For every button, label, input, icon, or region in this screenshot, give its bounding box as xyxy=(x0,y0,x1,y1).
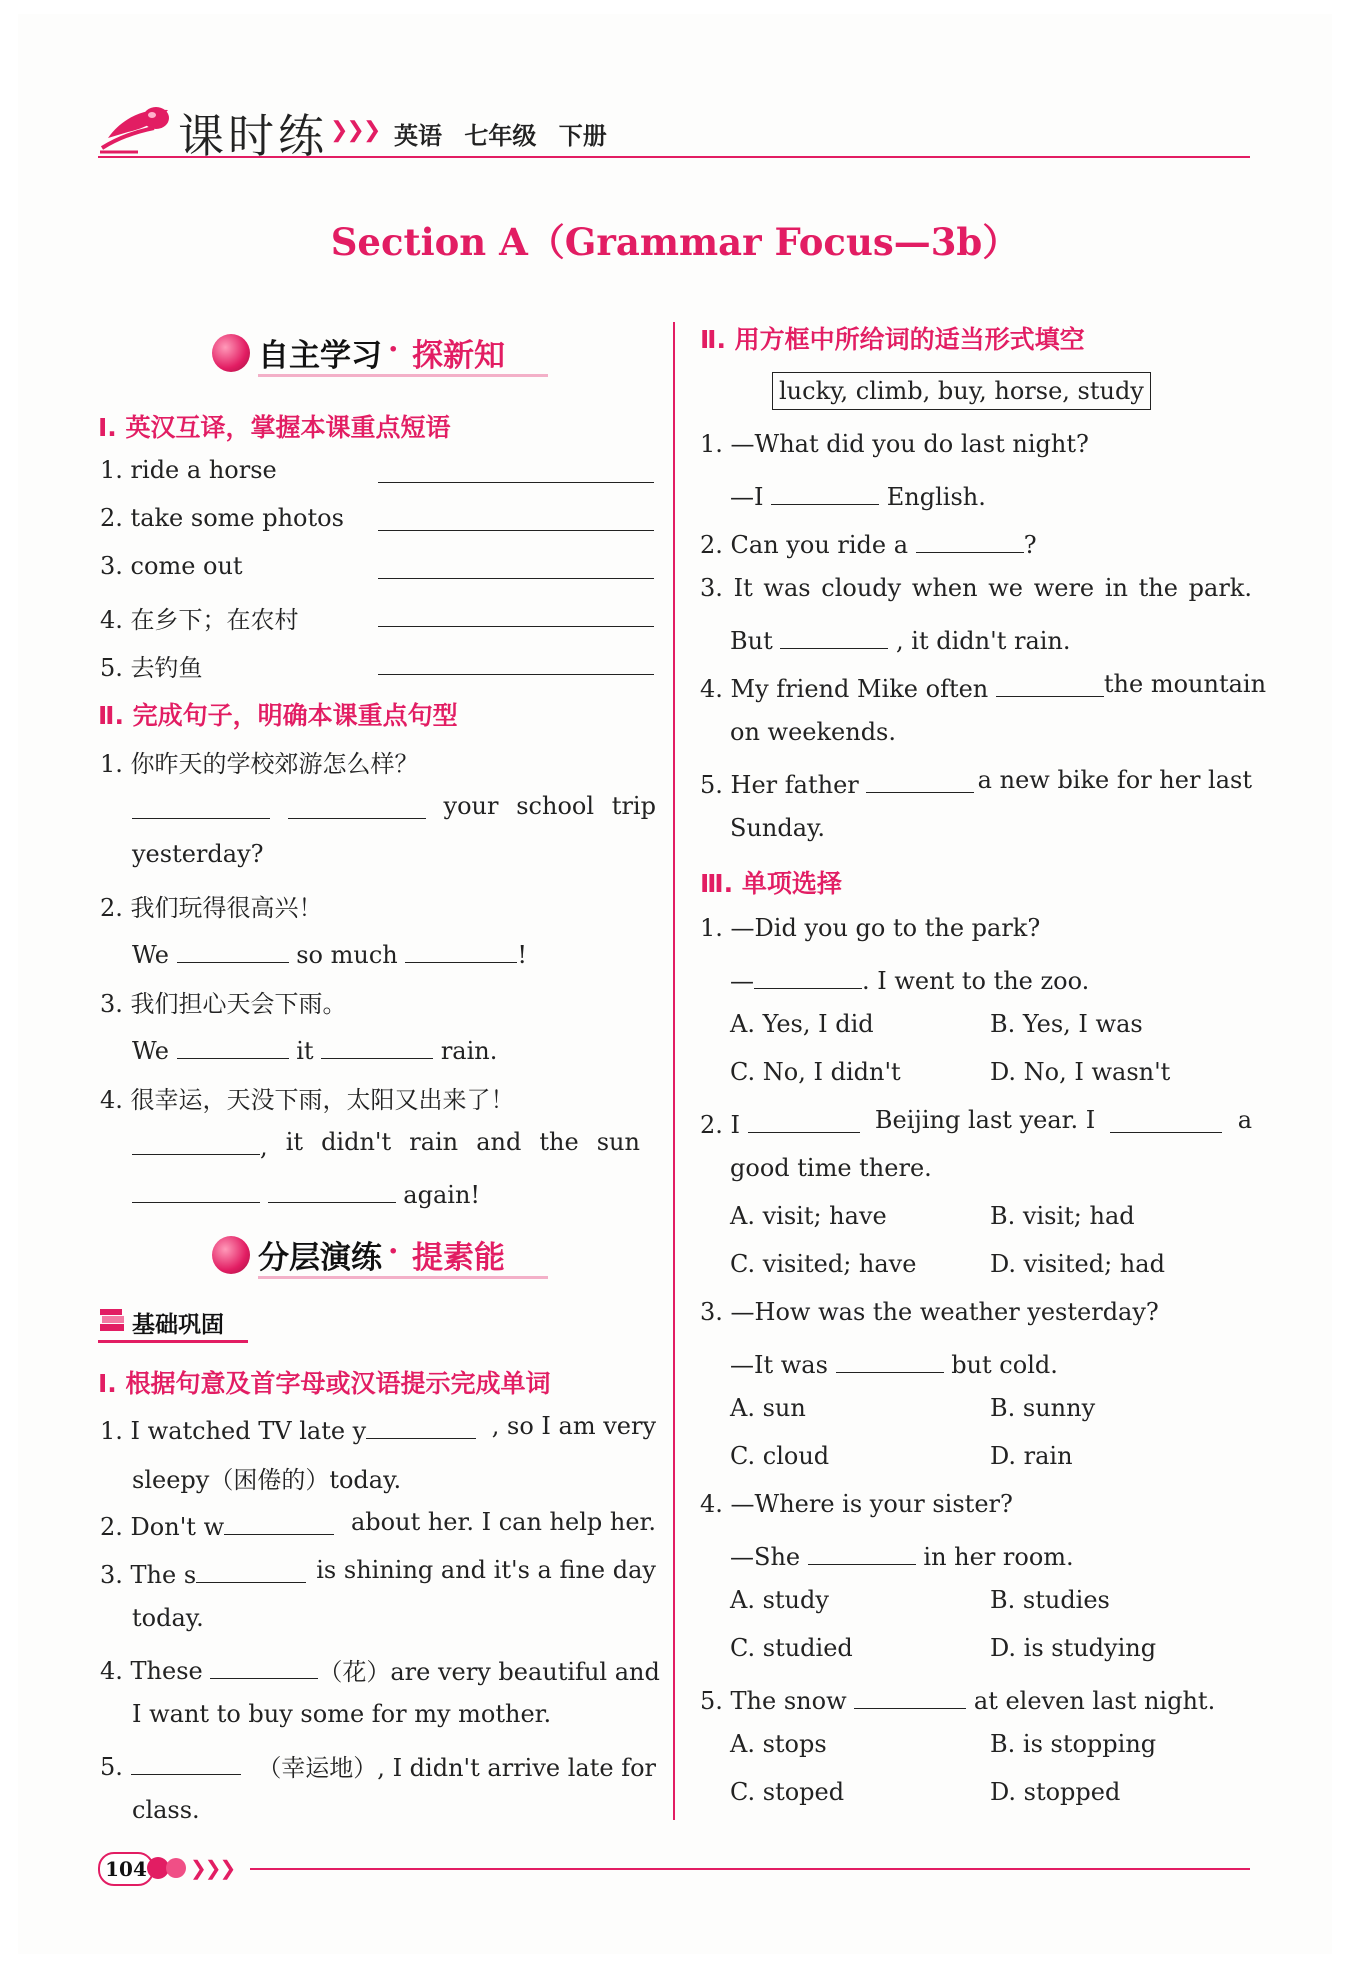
option[interactable]: B. Yes, I was xyxy=(990,1010,1143,1038)
section-heading: Ⅰ. 根据句意及首字母或汉语提示完成单词 xyxy=(98,1369,551,1398)
question-line: Sunday. xyxy=(730,814,826,842)
question: 3. 我们担心天会下雨。 xyxy=(100,990,347,1018)
question-line: 5. The snow at eleven last night. xyxy=(700,1682,1215,1715)
answer-blank[interactable] xyxy=(366,1412,476,1439)
question-line: 4. These （花）are very beautiful and xyxy=(100,1652,656,1687)
footer-arrows-icon: ❯❯❯ xyxy=(190,1856,235,1880)
answer-blank[interactable] xyxy=(866,766,974,793)
answer-blank[interactable] xyxy=(916,526,1024,553)
answer-blank[interactable] xyxy=(771,478,879,505)
answer-blank[interactable] xyxy=(132,1128,260,1155)
answer-blank[interactable] xyxy=(748,1106,860,1133)
option[interactable]: B. sunny xyxy=(990,1394,1096,1422)
option[interactable]: C. stoped xyxy=(730,1778,845,1806)
question-line: We so much ! xyxy=(132,936,527,969)
question-line: on weekends. xyxy=(730,718,896,746)
option[interactable]: D. visited; had xyxy=(990,1250,1165,1278)
answer-blank[interactable] xyxy=(780,622,888,649)
section-heading: Ⅰ. 英汉互译，掌握本课重点短语 xyxy=(98,413,451,442)
question-line: 1. I watched TV late y , so I am very xyxy=(100,1412,656,1445)
question-line: 1. —Did you go to the park? xyxy=(700,914,1041,942)
answer-blank[interactable] xyxy=(132,792,270,819)
question-line: 3. —How was the weather yesterday? xyxy=(700,1298,1159,1326)
question-line: , it didn't rain and the sun xyxy=(132,1128,640,1161)
question-line: again! xyxy=(132,1176,480,1209)
option[interactable]: A. sun xyxy=(730,1394,806,1422)
quill-logo-icon xyxy=(98,98,176,156)
banner-label-accent: 探新知 xyxy=(412,338,505,374)
header-arrows-icon: ❯❯❯ xyxy=(330,118,380,143)
answer-blank[interactable] xyxy=(378,504,654,537)
question-line: I want to buy some for my mother. xyxy=(132,1700,552,1728)
option[interactable]: C. cloud xyxy=(730,1442,830,1470)
banner-underline xyxy=(258,374,548,377)
option[interactable]: D. No, I wasn't xyxy=(990,1058,1171,1086)
section-heading: Ⅲ. 单项选择 xyxy=(700,869,842,898)
subject: 英语 xyxy=(394,122,442,150)
question-line: 4. My friend Mike often the mountain xyxy=(700,670,1267,703)
question-line: 2. Don't w about her. I can help her. xyxy=(100,1508,656,1541)
option[interactable]: C. studied xyxy=(730,1634,853,1662)
answer-blank[interactable] xyxy=(268,1176,396,1203)
list-item: 4. 在乡下；在农村 xyxy=(100,606,299,634)
answer-blank[interactable] xyxy=(224,1508,334,1535)
sub-heading-underline xyxy=(98,1340,248,1343)
footer-balls-icon xyxy=(146,1854,190,1882)
question: 4. 很幸运，天没下雨，太阳又出来了！ xyxy=(100,1086,515,1114)
volume: 下册 xyxy=(558,122,607,150)
question-line: 2. Can you ride a ? xyxy=(700,526,1037,559)
answer-blank[interactable] xyxy=(378,552,654,585)
question-line: 5. Her father a new bike for her last xyxy=(700,766,1252,799)
word-box: lucky, climb, buy, horse, study xyxy=(772,372,1151,410)
header-subtitle xyxy=(394,116,607,151)
banner-label: 分层演练 xyxy=(258,1240,382,1276)
question-line: today. xyxy=(132,1604,204,1632)
list-item: 5. 去钓鱼 xyxy=(100,654,203,682)
answer-blank[interactable] xyxy=(378,648,654,681)
answer-blank[interactable] xyxy=(288,792,426,819)
list-item: 3. come out xyxy=(100,552,243,580)
option[interactable]: B. visit; had xyxy=(990,1202,1135,1230)
banner-underline xyxy=(258,1276,548,1279)
question-line: class. xyxy=(132,1796,200,1824)
column-divider xyxy=(673,322,675,1820)
answer-blank[interactable] xyxy=(405,936,517,963)
answer-blank[interactable] xyxy=(177,936,289,963)
option[interactable]: A. Yes, I did xyxy=(730,1010,874,1038)
answer-blank[interactable] xyxy=(210,1652,318,1679)
question-line: 5. （幸运地）, I didn't arrive late for xyxy=(100,1748,656,1783)
option[interactable]: B. is stopping xyxy=(990,1730,1157,1758)
question-line: —She in her room. xyxy=(730,1538,1074,1571)
answer-blank[interactable] xyxy=(131,1748,241,1775)
header xyxy=(98,98,1250,163)
grade: 七年级 xyxy=(464,122,537,150)
list-item: 1. ride a horse xyxy=(100,456,277,484)
answer-blank[interactable] xyxy=(836,1346,944,1373)
question-line: 3. The s is shining and it's a fine day xyxy=(100,1556,656,1589)
ball-icon xyxy=(212,1236,250,1274)
banner-self-study xyxy=(212,326,552,382)
option[interactable]: C. No, I didn't xyxy=(730,1058,901,1086)
question-line: We it rain. xyxy=(132,1032,497,1065)
brand-title: 课时练 xyxy=(178,109,328,163)
sub-heading-basics: 基础巩固 xyxy=(132,1312,224,1338)
section-heading: Ⅱ. 用方框中所给词的适当形式填空 xyxy=(700,325,1085,354)
banner-label-accent: 提素能 xyxy=(412,1240,505,1276)
answer-blank[interactable] xyxy=(177,1032,289,1059)
header-rule xyxy=(98,156,1250,158)
option[interactable]: A. stops xyxy=(730,1730,827,1758)
answer-blank[interactable] xyxy=(378,600,654,633)
page-number: 104 xyxy=(98,1852,154,1886)
answer-blank[interactable] xyxy=(808,1538,916,1565)
banner-practice xyxy=(212,1228,552,1284)
question: 2. 我们玩得很高兴！ xyxy=(100,894,323,922)
answer-blank[interactable] xyxy=(378,456,654,489)
answer-blank[interactable] xyxy=(754,962,862,989)
answer-blank[interactable] xyxy=(132,1176,260,1203)
answer-blank[interactable] xyxy=(196,1556,306,1583)
option[interactable]: D. rain xyxy=(990,1442,1073,1470)
banner-dot: · xyxy=(388,1234,399,1269)
section-heading: Ⅱ. 完成句子，明确本课重点句型 xyxy=(98,701,458,730)
banner-dot: · xyxy=(388,332,399,367)
page-title: Section A（Grammar Focus—3b） xyxy=(330,220,1020,264)
answer-blank[interactable] xyxy=(321,1032,433,1059)
question-line: sleepy（困倦的）today. xyxy=(132,1466,402,1494)
question-line: good time there. xyxy=(730,1154,932,1182)
question-line: But , it didn't rain. xyxy=(730,622,1071,655)
question-line: —I English. xyxy=(730,478,986,511)
option[interactable]: A. study xyxy=(730,1586,829,1614)
question-line: 1. —What did you do last night? xyxy=(700,430,1089,458)
question: 1. 你昨天的学校郊游怎么样？ xyxy=(100,750,419,778)
option[interactable]: B. studies xyxy=(990,1586,1110,1614)
option[interactable]: A. visit; have xyxy=(730,1202,887,1230)
option[interactable]: C. visited; have xyxy=(730,1250,917,1278)
answer-blank[interactable] xyxy=(996,670,1104,697)
option[interactable]: D. is studying xyxy=(990,1634,1157,1662)
question-line: yesterday? xyxy=(132,840,264,868)
question-line: — . I went to the zoo. xyxy=(730,962,1089,995)
question-line: your school trip xyxy=(132,792,656,820)
question-line: —It was but cold. xyxy=(730,1346,1058,1379)
footer-rule xyxy=(250,1868,1250,1870)
question-line: 2. I Beijing last year. I a xyxy=(700,1106,1252,1139)
list-item: 2. take some photos xyxy=(100,504,344,532)
option[interactable]: D. stopped xyxy=(990,1778,1121,1806)
answer-blank[interactable] xyxy=(1110,1106,1222,1133)
question-line: 3. It was cloudy when we were in the park. xyxy=(700,574,1252,602)
answer-blank[interactable] xyxy=(854,1682,966,1709)
question-line: 4. —Where is your sister? xyxy=(700,1490,1013,1518)
ball-icon xyxy=(212,334,250,372)
banner-label: 自主学习 xyxy=(258,338,382,374)
books-icon xyxy=(98,1306,128,1336)
